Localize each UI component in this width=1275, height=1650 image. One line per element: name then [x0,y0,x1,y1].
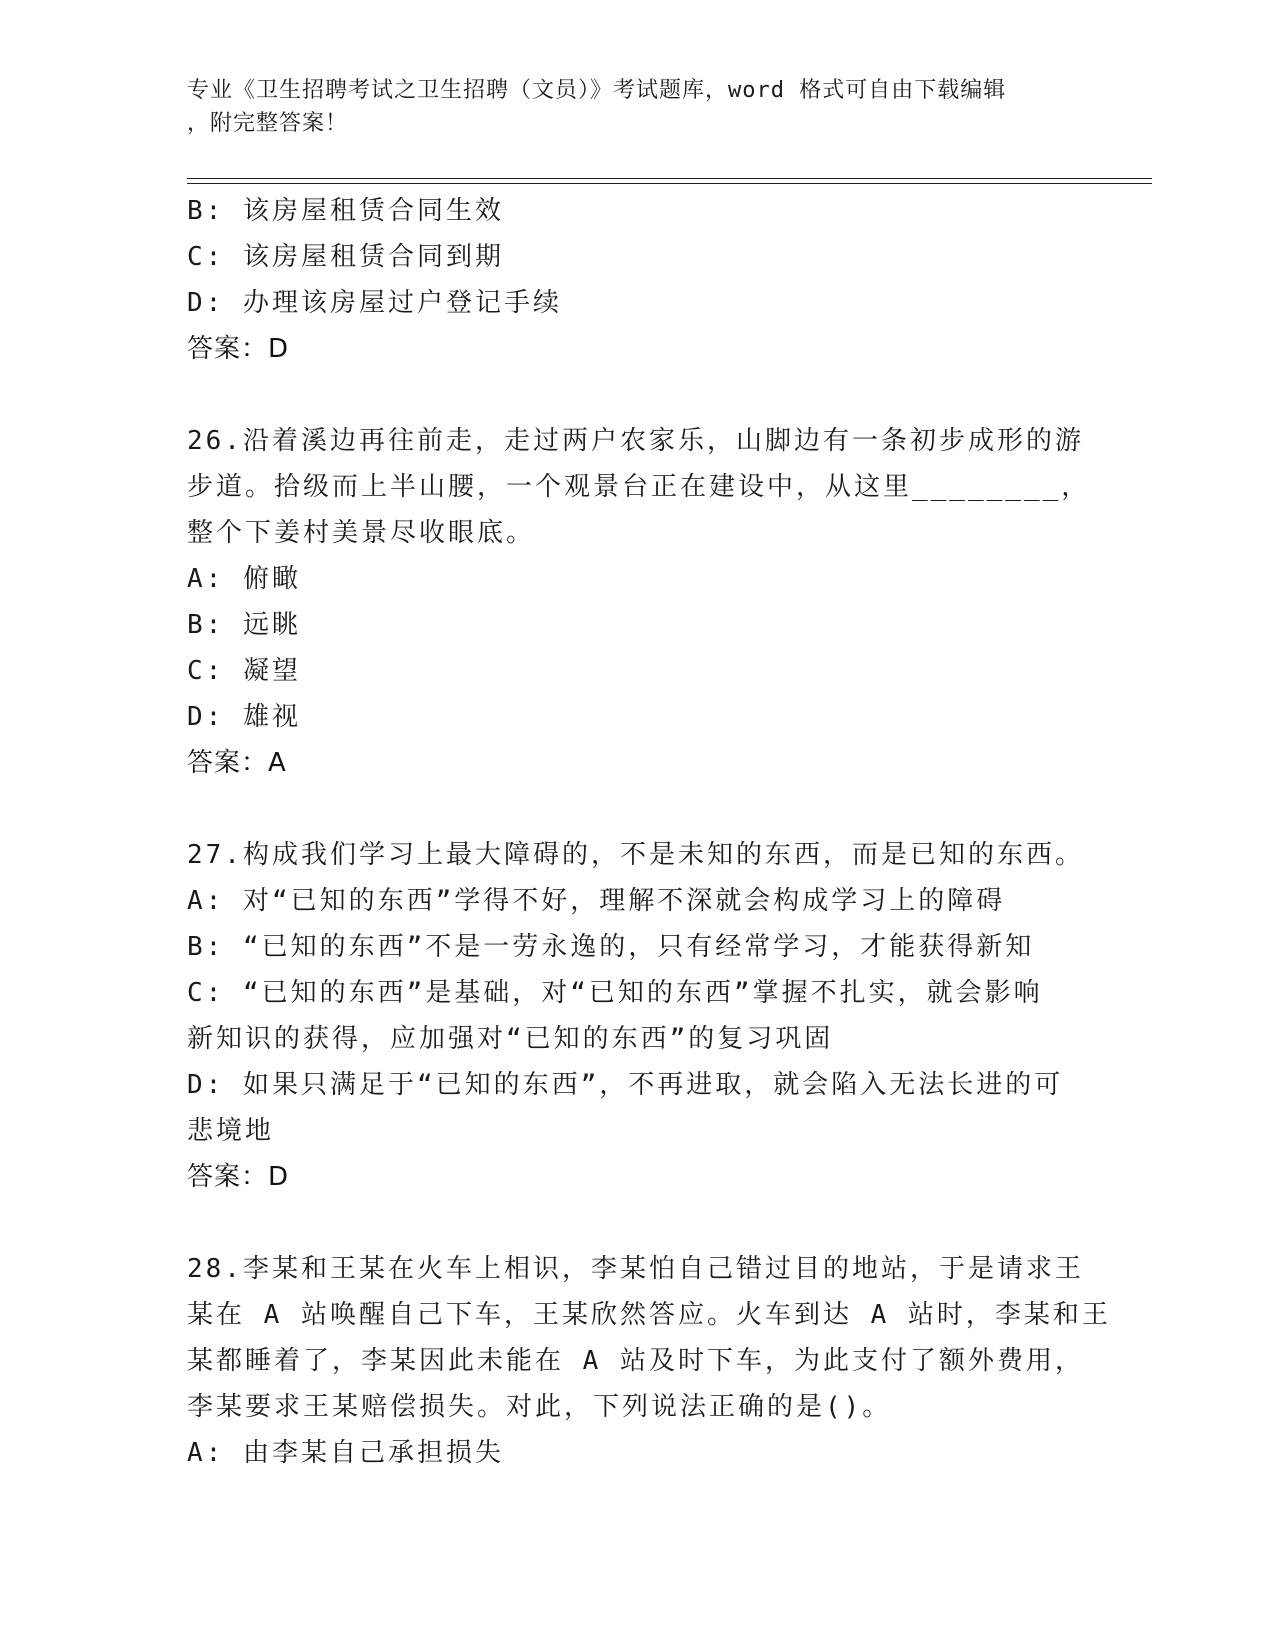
q27-stem-line1: 27.构成我们学习上最大障碍的，不是未知的东西，而是已知的东西。 [187,840,1084,870]
header-divider-top [187,178,1152,179]
q27-option-a: A: 对“已知的东西”学得不好，理解不深就会构成学习上的障碍 [187,886,1006,916]
q26-stem-line3: 整个下姜村美景尽收眼底。 [187,518,536,548]
question-27 [187,832,1087,1200]
q28-stem-line3: 某都睡着了，李某因此未能在 A 站及时下车，为此支付了额外费用， [187,1346,1084,1376]
q27-option-b: B: “已知的东西”不是一劳永逸的，只有经常学习，才能获得新知 [187,932,1035,962]
q27-answer: 答案：D [187,1162,290,1192]
spacer [187,786,1087,832]
q26-stem-line1: 26.沿着溪边再往前走，走过两户农家乐，山脚边有一条初步成形的游 [187,426,1084,456]
q27-option-d-line1: D: 如果只满足于“已知的东西”，不再进取，就会陷入无法长进的可 [187,1070,1064,1100]
question-28 [187,1246,1111,1476]
q28-stem-line1: 28.李某和王某在火车上相识，李某怕自己错过目的地站，于是请求王 [187,1254,1084,1284]
q28-stem-line2: 某在 A 站唤醒自己下车，王某欣然答应。火车到达 A 站时，李某和王 [187,1300,1111,1330]
header-title-line1: 专业《卫生招聘考试之卫生招聘（文员）》考试题库，word 格式可自由下载编辑 [187,78,1007,103]
header-title-line2: ，附完整答案！ [187,111,349,136]
q25-option-d: D: 办理该房屋过户登记手续 [187,288,562,318]
question-26 [187,418,1091,786]
spacer [187,372,1087,418]
document-header [187,74,1067,140]
q25-answer: 答案：D [187,334,290,364]
q28-stem-line4: 李某要求王某赔偿损失。对此，下列说法正确的是()。 [187,1392,892,1422]
question-25 [187,188,1087,372]
q26-option-a: A: 俯瞰 [187,564,301,594]
q28-option-a: A: 由李某自己承担损失 [187,1438,504,1468]
q26-option-d: D: 雄视 [187,702,301,732]
question-content [187,188,1111,1476]
q25-option-b: B: 该房屋租赁合同生效 [187,196,504,226]
q26-option-c: C: 凝望 [187,656,301,686]
q25-option-c: C: 该房屋租赁合同到期 [187,242,504,272]
q27-option-c-line1: C: “已知的东西”是基础，对“已知的东西”掌握不扎实，就会影响 [187,978,1043,1008]
q26-answer: 答案：A [187,748,287,778]
q27-option-d-line2: 悲境地 [187,1116,275,1146]
header-divider-bottom [187,183,1152,184]
q27-option-c-line2: 新知识的获得，应加强对“已知的东西”的复习巩固 [187,1024,834,1054]
q26-option-b: B: 远眺 [187,610,301,640]
spacer [187,1200,1087,1246]
q26-stem-line2: 步道。拾级而上半山腰，一个观景台正在建设中，从这里________， [187,472,1091,502]
